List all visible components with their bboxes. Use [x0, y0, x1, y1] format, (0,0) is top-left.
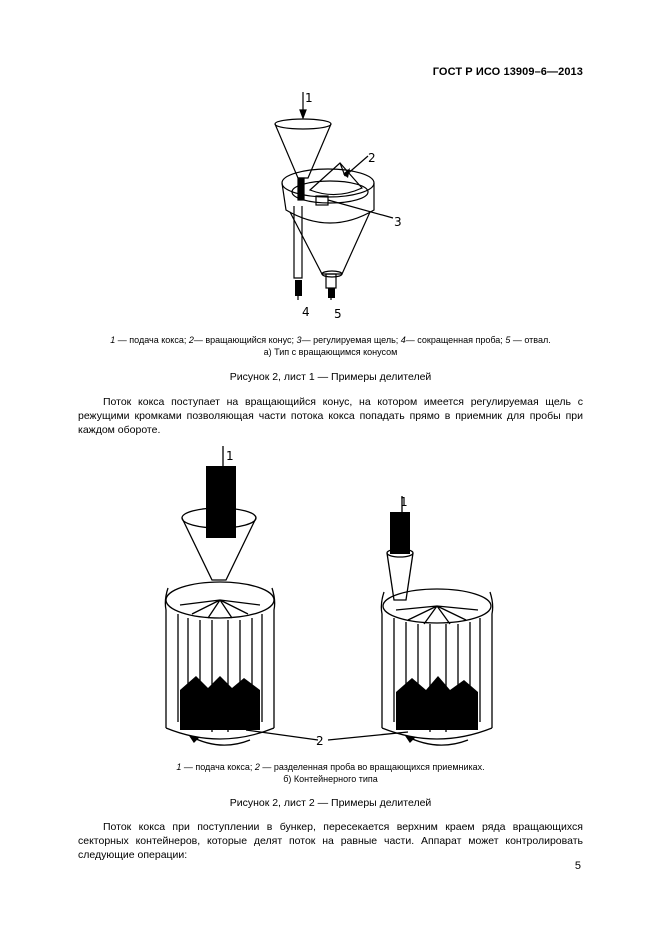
legend-4-text: — сокращенная проба;	[405, 335, 506, 345]
figure-2-legend	[60, 761, 601, 773]
figure-1-legend	[60, 334, 601, 346]
figure-1-label-5: 5	[334, 307, 342, 320]
figure-1-subcaption: а) Тип с вращающимся конусом	[263, 347, 398, 357]
legend-2-text: — вращающийся конус;	[193, 335, 297, 345]
legend-4-number: 4	[400, 335, 406, 345]
figure-2-label-2: 2	[316, 734, 324, 748]
figure-1-label-1: 1	[305, 91, 313, 105]
figure-1-title: Рисунок 2, лист 1 — Примеры делителей	[229, 371, 432, 383]
figure-1-label-3: 3	[394, 215, 402, 229]
page-number: 5	[574, 860, 581, 872]
legend-3-text: — регулируемая щель;	[301, 335, 401, 345]
figure-2-label-1-right: 1	[400, 495, 408, 509]
figure-1-rotating-cone-diagram	[250, 88, 420, 320]
legend-2-1-number: 1	[176, 762, 182, 772]
figure-2-title: Рисунок 2, лист 2 — Примеры делителей	[229, 797, 432, 809]
legend-1-text: — подача кокса;	[115, 335, 189, 345]
figure-1-label-4: 4	[302, 305, 310, 319]
legend-1-number: 1	[110, 335, 116, 345]
paragraph-2: Поток кокса при поступлении в бункер, пересекается верхним краем ряда вращающихся секторных контейнеров, которые делят поток на равные части. Аппарат может контролировать следующие операции:	[78, 821, 583, 861]
legend-2-2-number: 2	[254, 762, 260, 772]
legend-2-2-text: — разделенная проба во вращающихся приемниках.	[259, 762, 485, 772]
figure-2-subcaption: б) Контейнерного типа	[283, 774, 378, 784]
document-header: ГОСТ Р ИСО 13909–6—2013	[432, 66, 583, 78]
legend-2-number: 2	[188, 335, 194, 345]
legend-5-number: 5	[505, 335, 511, 345]
figure-2-container-diagram	[150, 440, 510, 756]
figure-2-label-1-left: 1	[226, 449, 234, 463]
legend-2-1-text: — подача кокса;	[181, 762, 255, 772]
legend-3-number: 3	[296, 335, 302, 345]
figure-1-label-2: 2	[368, 151, 376, 165]
paragraph-1: Поток кокса поступает на вращающийся конус, на котором имеется регулируемая щель с режущими кромками позволяющая части потока кокса попадать прямо в приемник для пробы при каждом обороте.	[78, 396, 583, 436]
legend-5-text: — отвал.	[510, 335, 551, 345]
